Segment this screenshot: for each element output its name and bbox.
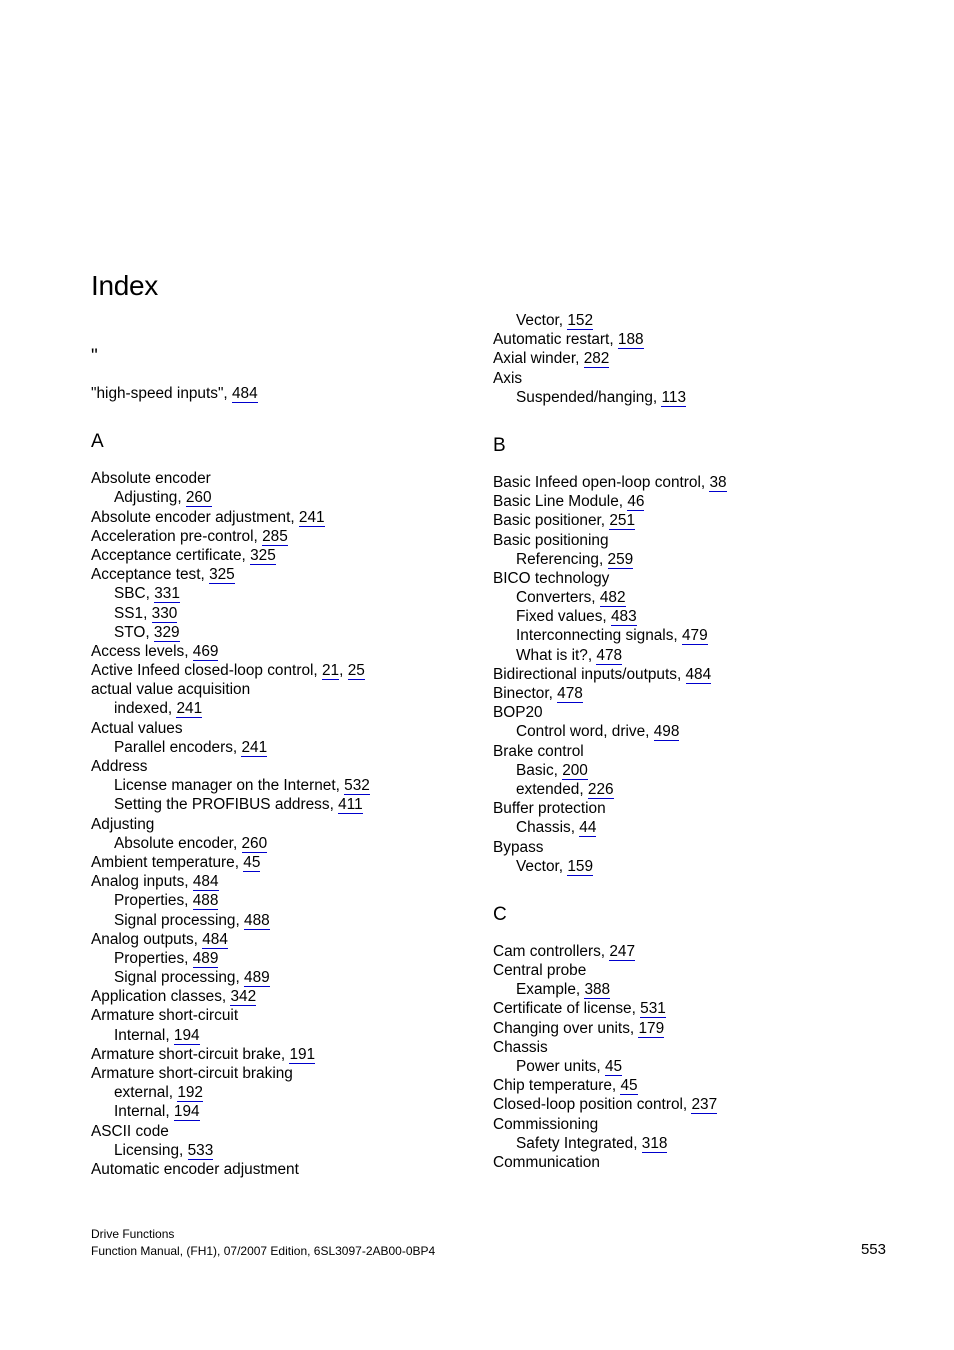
page-link[interactable]: 484 bbox=[192, 873, 219, 891]
index-entry bbox=[91, 1064, 491, 1083]
index-entry bbox=[493, 999, 893, 1018]
index-subentry bbox=[493, 550, 893, 569]
index-subentry bbox=[493, 857, 893, 876]
index-entry-term: Actual values bbox=[91, 719, 183, 737]
page-link[interactable]: 194 bbox=[173, 1026, 200, 1044]
index-entry-term: Analog outputs, bbox=[91, 930, 203, 948]
page-link[interactable]: 469 bbox=[192, 642, 219, 660]
index-subentry bbox=[91, 911, 491, 930]
index-entry-term: License manager on the Internet, bbox=[114, 777, 345, 795]
index-entry bbox=[91, 872, 491, 891]
index-group-letter: C bbox=[493, 903, 507, 925]
page-link[interactable]: 489 bbox=[244, 969, 270, 987]
index-entry-term: Automatic restart, bbox=[493, 331, 618, 349]
page-link[interactable]: 498 bbox=[653, 723, 680, 741]
page-link[interactable]: 329 bbox=[153, 623, 180, 641]
page-link[interactable]: 488 bbox=[192, 892, 219, 910]
index-group-letter: B bbox=[493, 434, 506, 456]
index-entry bbox=[493, 1153, 893, 1172]
page-link[interactable]: 191 bbox=[289, 1045, 316, 1063]
page-link[interactable]: 478 bbox=[557, 685, 583, 702]
page-link[interactable]: 45 bbox=[620, 1077, 638, 1095]
page-link[interactable]: 247 bbox=[609, 942, 636, 960]
index-subentry bbox=[91, 1083, 491, 1102]
index-entry-term: BICO technology bbox=[493, 569, 610, 587]
index-entry bbox=[493, 1076, 893, 1095]
page-link[interactable]: 282 bbox=[583, 350, 610, 368]
page-link[interactable]: 533 bbox=[187, 1141, 214, 1159]
index-subentry bbox=[91, 776, 491, 795]
index-subentry bbox=[493, 588, 893, 607]
page-link[interactable]: 488 bbox=[244, 911, 270, 929]
index-entry bbox=[493, 665, 893, 684]
index-entry-term: Basic, bbox=[516, 761, 563, 779]
page-link[interactable]: 21 bbox=[322, 662, 340, 680]
index-subentry bbox=[91, 949, 491, 968]
index-subentry bbox=[91, 623, 491, 642]
page-link[interactable]: 259 bbox=[607, 550, 634, 568]
index-entry-term: Vector, bbox=[516, 312, 568, 329]
index-subentry bbox=[91, 584, 491, 603]
index-entry-term: Chassis, bbox=[516, 819, 580, 837]
index-entry-term: Converters, bbox=[516, 589, 600, 607]
index-subentry bbox=[493, 388, 893, 407]
index-entry bbox=[493, 1019, 893, 1038]
footer-document-title: Drive Functions bbox=[91, 1227, 175, 1241]
page-link[interactable]: 25 bbox=[347, 662, 365, 680]
index-entry bbox=[91, 384, 491, 403]
index-entry-term: Certificate of license, bbox=[493, 1000, 641, 1018]
index-entry-term: Communication bbox=[493, 1153, 600, 1171]
index-entry-term: ASCII code bbox=[91, 1122, 169, 1140]
index-entry bbox=[493, 838, 893, 857]
index-entry bbox=[91, 930, 491, 949]
index-group bbox=[493, 435, 893, 876]
index-entry bbox=[91, 661, 491, 680]
index-entry bbox=[493, 742, 893, 761]
page-link[interactable]: 44 bbox=[579, 819, 597, 837]
page-link[interactable]: 388 bbox=[584, 981, 611, 999]
index-entry-term: Buffer protection bbox=[493, 800, 606, 818]
index-entry-term: Signal processing, bbox=[114, 911, 245, 929]
index-entry-term: Bypass bbox=[493, 838, 544, 856]
index-entry bbox=[493, 1038, 893, 1057]
page-link[interactable]: 478 bbox=[596, 646, 623, 664]
index-entry-term: extended, bbox=[516, 780, 588, 798]
page-link[interactable]: 113 bbox=[661, 388, 687, 406]
page-link[interactable]: 194 bbox=[173, 1103, 200, 1121]
page-link[interactable]: 484 bbox=[231, 385, 258, 402]
index-entry-term: Power units, bbox=[516, 1058, 605, 1075]
footer-edition: Function Manual, (FH1), 07/2007 Edition, 6SL3097-2AB00-0BP4 bbox=[91, 1244, 436, 1258]
index-entry-term: Acceptance certificate, bbox=[91, 546, 251, 564]
index-subentry bbox=[493, 818, 893, 837]
index-entry-term: Cam controllers, bbox=[493, 942, 610, 960]
index-entry-term: Interconnecting signals, bbox=[516, 627, 682, 645]
page-link[interactable]: 260 bbox=[185, 489, 212, 507]
index-entry-term: SS1, bbox=[114, 604, 152, 622]
page-link[interactable]: 241 bbox=[241, 738, 268, 756]
index-entry bbox=[493, 569, 893, 588]
index-entry bbox=[91, 527, 491, 546]
page-title: Index bbox=[91, 270, 158, 301]
index-entry-term: Binector, bbox=[493, 685, 558, 702]
index-subentry bbox=[91, 1026, 491, 1045]
page-link[interactable]: 45 bbox=[604, 1058, 623, 1075]
index-entry-term: "high-speed inputs", bbox=[91, 385, 232, 402]
index-entry bbox=[493, 511, 893, 530]
index-entry bbox=[91, 719, 491, 738]
index-entry-term: Adjusting, bbox=[114, 489, 186, 507]
index-entry bbox=[493, 349, 893, 368]
index-entry-term: Axial winder, bbox=[493, 350, 584, 368]
index-group bbox=[91, 431, 491, 1179]
index-subentry bbox=[493, 722, 893, 741]
index-entry-term: Central probe bbox=[493, 962, 587, 980]
index-entry-term: Basic positioner, bbox=[493, 512, 610, 530]
page-link[interactable]: 484 bbox=[685, 665, 712, 683]
index-subentry bbox=[91, 604, 491, 623]
page-link[interactable]: 179 bbox=[638, 1019, 665, 1037]
index-subentry bbox=[493, 980, 893, 999]
index-entry-term: Axis bbox=[493, 369, 523, 387]
index-entry bbox=[91, 815, 491, 834]
index-entry-term: Changing over units, bbox=[493, 1019, 639, 1037]
page-link[interactable]: 411 bbox=[338, 796, 363, 814]
footer bbox=[91, 1226, 435, 1260]
page-link[interactable]: 489 bbox=[192, 949, 219, 967]
index-entry-term: Fixed values, bbox=[516, 608, 611, 626]
index-entry bbox=[493, 942, 893, 961]
page-link[interactable]: 226 bbox=[587, 780, 614, 798]
index-entry bbox=[91, 469, 491, 488]
index-subentry bbox=[493, 761, 893, 780]
page-link[interactable]: 325 bbox=[250, 546, 276, 564]
index-entry-term: Example, bbox=[516, 981, 585, 999]
index-entry-term: Absolute encoder, bbox=[114, 834, 242, 852]
index-entry-term: Commissioning bbox=[493, 1115, 599, 1133]
index-entry-term: Absolute encoder bbox=[91, 470, 211, 488]
page-link[interactable]: 45 bbox=[243, 853, 261, 871]
index-entry-term: Acceleration pre-control, bbox=[91, 527, 263, 545]
index-subentry bbox=[91, 738, 491, 757]
index-entry bbox=[91, 853, 491, 872]
index-entry-term: Internal, bbox=[114, 1026, 174, 1044]
index-subentry bbox=[91, 699, 491, 718]
index-subentry bbox=[493, 1057, 893, 1076]
index-entry-term: Basic positioning bbox=[493, 531, 609, 549]
index-entry bbox=[493, 961, 893, 980]
index-entry bbox=[91, 565, 491, 584]
index-entry-term: Adjusting bbox=[91, 815, 155, 833]
page-link[interactable]: 159 bbox=[567, 857, 594, 875]
index-subentry bbox=[91, 891, 491, 910]
index-group bbox=[91, 346, 491, 403]
index-entry-term: external, bbox=[114, 1084, 178, 1102]
index-subentry bbox=[493, 607, 893, 626]
index-group bbox=[493, 311, 893, 407]
page-link[interactable]: 531 bbox=[640, 1000, 666, 1018]
index-entry-term: Ambient temperature, bbox=[91, 853, 244, 871]
page-link[interactable]: 331 bbox=[154, 585, 180, 603]
page-link[interactable]: 38 bbox=[709, 473, 727, 491]
index-entry-term: Internal, bbox=[114, 1103, 174, 1121]
index-subentry bbox=[493, 311, 893, 330]
page-link[interactable]: 241 bbox=[298, 508, 325, 526]
index-group bbox=[493, 904, 893, 1172]
index-group-letter: A bbox=[91, 431, 104, 453]
index-entry-term: BOP20 bbox=[493, 704, 543, 722]
index-entry bbox=[91, 546, 491, 565]
index-entry-term: Vector, bbox=[516, 857, 568, 875]
index-entry bbox=[493, 1115, 893, 1134]
index-entry-term: Basic Line Module, bbox=[493, 493, 628, 511]
page-link[interactable]: 251 bbox=[609, 512, 636, 530]
page-link[interactable]: 342 bbox=[230, 988, 257, 1006]
page-link[interactable]: 241 bbox=[176, 700, 203, 718]
index-entry bbox=[91, 642, 491, 661]
index-entry-term: Properties, bbox=[114, 892, 193, 910]
page-link[interactable]: 152 bbox=[567, 312, 594, 329]
index-subentry bbox=[91, 488, 491, 507]
index-subentry bbox=[493, 626, 893, 645]
index-entry-term: Analog inputs, bbox=[91, 873, 193, 891]
index-entry-term: Absolute encoder adjustment, bbox=[91, 508, 299, 526]
page-link[interactable]: 484 bbox=[202, 930, 228, 948]
index-entry bbox=[493, 1095, 893, 1114]
index-entry bbox=[91, 1006, 491, 1025]
page-link[interactable]: 325 bbox=[209, 566, 235, 584]
index-entry-term: Active Infeed closed-loop control, bbox=[91, 662, 322, 680]
index-entry-term: actual value acquisition bbox=[91, 681, 251, 699]
index-entry-term: Safety Integrated, bbox=[516, 1134, 642, 1152]
index-subentry bbox=[91, 1141, 491, 1160]
index-entry bbox=[91, 757, 491, 776]
index-entry-term: Address bbox=[91, 758, 148, 775]
page-link[interactable]: 483 bbox=[610, 608, 637, 626]
index-subentry bbox=[493, 1134, 893, 1153]
index-subentry bbox=[493, 780, 893, 799]
index-entry bbox=[493, 531, 893, 550]
index-entry bbox=[493, 473, 893, 492]
index-subentry bbox=[91, 834, 491, 853]
index-entry-term: Armature short-circuit braking bbox=[91, 1065, 293, 1082]
index-entry-term: Suspended/hanging, bbox=[516, 388, 662, 406]
page-link[interactable]: 482 bbox=[599, 589, 626, 607]
index-entry-term: Referencing, bbox=[516, 550, 608, 568]
page-link[interactable]: 46 bbox=[627, 493, 645, 511]
index-subentry bbox=[91, 968, 491, 987]
index-entry-term: Setting the PROFIBUS address, bbox=[114, 796, 339, 814]
index-entry-term: Control word, drive, bbox=[516, 723, 654, 741]
index-entry-term: Brake control bbox=[493, 742, 584, 760]
index-entry-term: Basic Infeed open-loop control, bbox=[493, 473, 710, 491]
index-subentry bbox=[493, 646, 893, 665]
page-link[interactable]: 532 bbox=[344, 777, 370, 795]
page-link[interactable]: 479 bbox=[681, 627, 708, 645]
index-entry bbox=[91, 508, 491, 527]
page-link[interactable]: 330 bbox=[151, 604, 178, 622]
page-link[interactable]: 285 bbox=[262, 527, 288, 545]
index-entry bbox=[493, 703, 893, 722]
index-entry-term: Signal processing, bbox=[114, 969, 245, 987]
index-entry bbox=[91, 1160, 491, 1179]
index-entry bbox=[91, 680, 491, 699]
index-entry-term: Licensing, bbox=[114, 1141, 188, 1159]
index-subentry bbox=[91, 795, 491, 814]
index-entry-term: Chassis bbox=[493, 1038, 548, 1056]
page-link[interactable]: 200 bbox=[562, 761, 588, 779]
index-entry-term: Automatic encoder adjustment bbox=[91, 1160, 299, 1178]
index-entry-term: STO, bbox=[114, 623, 154, 641]
index-entry bbox=[493, 330, 893, 349]
index-entry-term: Parallel encoders, bbox=[114, 738, 242, 756]
index-entry-term: Armature short-circuit brake, bbox=[91, 1045, 290, 1063]
page-number: 553 bbox=[860, 1241, 886, 1258]
index-group-letter: " bbox=[91, 346, 98, 367]
index-entry bbox=[493, 369, 893, 388]
index-column-left bbox=[91, 346, 491, 1179]
page-link[interactable]: 192 bbox=[177, 1084, 203, 1102]
index-entry-term: Closed-loop position control, bbox=[493, 1096, 692, 1114]
index-entry-term: indexed, bbox=[114, 700, 177, 718]
index-subentry bbox=[91, 1102, 491, 1121]
index-entry bbox=[91, 1122, 491, 1141]
page-link[interactable]: 237 bbox=[691, 1096, 718, 1114]
index-entry-term: Application classes, bbox=[91, 988, 231, 1006]
index-entry-term: Chip temperature, bbox=[493, 1077, 621, 1095]
index-entry-term: SBC, bbox=[114, 585, 155, 603]
index-entry bbox=[493, 799, 893, 818]
page-separator: , bbox=[339, 662, 348, 680]
page-link[interactable]: 260 bbox=[241, 834, 268, 852]
index-entry-term: Acceptance test, bbox=[91, 566, 210, 584]
index-entry bbox=[493, 492, 893, 511]
index-entry-term: Properties, bbox=[114, 949, 193, 967]
index-entry bbox=[493, 684, 893, 703]
index-entry bbox=[91, 1045, 491, 1064]
index-entry-term: What is it?, bbox=[516, 646, 597, 664]
index-entry-term: Bidirectional inputs/outputs, bbox=[493, 665, 686, 683]
page-link[interactable]: 318 bbox=[641, 1134, 668, 1152]
index-entry-term: Access levels, bbox=[91, 642, 193, 660]
index-entry bbox=[91, 987, 491, 1006]
index-entry-term: Armature short-circuit bbox=[91, 1007, 239, 1025]
index-column-right bbox=[493, 311, 893, 1172]
page-link[interactable]: 188 bbox=[617, 331, 644, 349]
